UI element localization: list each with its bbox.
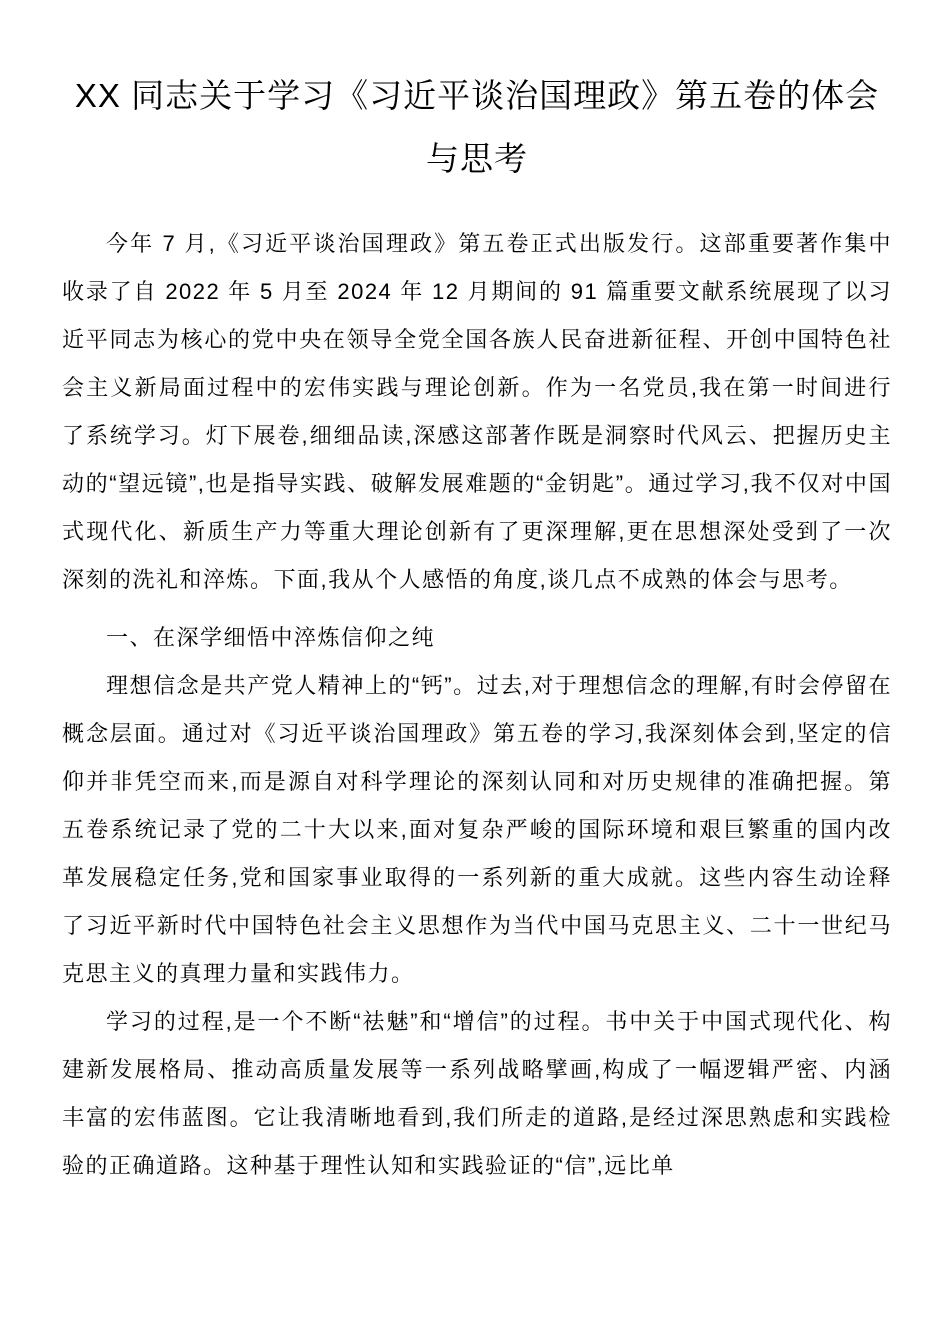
document-body (62, 220, 892, 1190)
section-heading: 一、在深学细悟中淬炼信仰之纯 (106, 625, 436, 650)
paragraph: 学习的过程,是一个不断“祛魅”和“增信”的过程。书中关于中国式现代化、构建新发展格局、推动高质量发展等一系列战略擘画,构成了一幅逻辑严密、内涵丰富的宏伟蓝图。它让我清晰地看到,我们所走的道路,是经过深思熟虑和实践检验的正确道路。这种基于理性认知和实践验证的“信”,远比单 (62, 1009, 892, 1178)
document-title: XX 同志关于学习《习近平谈治国理政》第五卷的体会与思考 (74, 77, 880, 177)
paragraph: 理想信念是共产党人精神上的“钙”。过去,对于理想信念的理解,有时会停留在概念层面。通过对《习近平谈治国理政》第五卷的学习,我深刻体会到,坚定的信仰并非凭空而来,而是源自对科学理论的深刻认同和对历史规律的准确把握。第五卷系统记录了党的二十大以来,面对复杂严峻的国际环境和艰巨繁重的国内改革发展稳定任务,党和国家事业取得的一系列新的重大成就。这些内容生动诠释了习近平新时代中国特色社会主义思想作为当代中国马克思主义、二十一世纪马克思主义的真理力量和实践伟力。 (62, 673, 892, 986)
paragraph: 今年 7 月,《习近平谈治国理政》第五卷正式出版发行。这部重要著作集中收录了自 2022 年 5 月至 2024 年 12 月期间的 91 篇重要文献系统展现了以习近平同志为核心的党中央在领导全党全国各族人民奋进新征程、开创中国特色社会主义新局面过程中的宏伟实践与理论创新。作为一名党员,我在第一时间进行了系统学习。灯下展卷,细细品读,深感这部著作既是洞察时代风云、把握历史主动的“望远镜”,也是指导实践、破解发展难题的“金钥匙”。通过学习,我不仅对中国式现代化、新质生产力等重大理论创新有了更深理解,更在思想深处受到了一次深刻的洗礼和淬炼。下面,我从个人感悟的角度,谈几点不成熟的体会与思考。 (62, 231, 892, 592)
